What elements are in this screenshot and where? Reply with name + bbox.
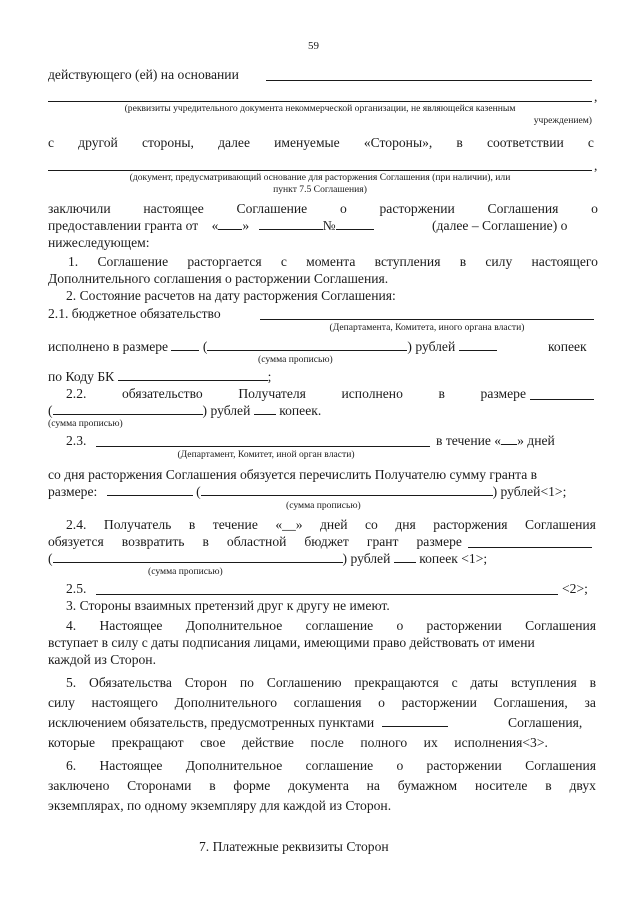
word: момента (306, 254, 356, 269)
word: о (339, 201, 347, 216)
text-line-clause-4 (66, 617, 596, 634)
word: в (202, 534, 209, 549)
word: областной (226, 534, 287, 549)
text-line-clause-2-3-end: в течение « » дней (436, 433, 555, 448)
blank-days (501, 444, 517, 445)
caption-amount-words: (сумма прописью) (148, 566, 223, 577)
text-line-clause-1-cont: Дополнительного соглашения о расторжении Соглашения. (48, 271, 389, 286)
footnote-ref-2: <2>; (562, 581, 588, 596)
text-line-clause-2-4 (66, 516, 596, 533)
blank-month-year (259, 229, 323, 230)
word: с (587, 135, 594, 150)
word: силу (48, 695, 75, 710)
word: грант (366, 534, 399, 549)
text-line-exceptions: исключением обязательств, предусмотренных пунктами (48, 714, 448, 731)
text-line-clause-5-end (48, 734, 548, 751)
word: бумажном (397, 778, 458, 793)
word: о (396, 758, 404, 773)
text-line-clause-5 (66, 674, 596, 691)
word: Соглашению (266, 675, 342, 690)
word: Дополнительное (185, 758, 283, 773)
word: 2.4. (66, 517, 87, 532)
blank-line (48, 101, 592, 102)
text-line-transfer-amount: размере: ( ) рублей<1>; (48, 484, 567, 499)
word: соглашение (305, 618, 374, 633)
section-heading-payment-details: 7. Платежные реквизиты Сторон (199, 839, 389, 854)
caption-department: (Департамента, Комитета, иного органа власти) (329, 322, 525, 333)
word: соответствии (486, 135, 564, 150)
word: их (423, 735, 438, 750)
word: форме (233, 778, 271, 793)
blank-line (48, 170, 592, 171)
word: расторжении (426, 618, 502, 633)
word: Соглашения (525, 517, 596, 532)
word: с (280, 254, 287, 269)
caption-department: (Департамент, Комитет, иной орган власти) (177, 449, 355, 460)
word: «Стороны», (363, 135, 433, 150)
word: размере (416, 534, 462, 549)
word: расторжении (379, 201, 455, 216)
word: Дополнительное (185, 618, 283, 633)
text-line-return (48, 533, 462, 550)
text-line-concluded (48, 200, 598, 217)
word: исполнения<3>. (454, 735, 548, 750)
text-line-clause-2-5: 2.5. (66, 581, 87, 596)
word: по (239, 675, 254, 690)
text-line-clause-1 (68, 253, 598, 270)
word: которые (48, 735, 96, 750)
text-line-clause-2-1: 2.1. бюджетное обязательство (48, 306, 221, 321)
word: в (459, 254, 467, 269)
text-line-transfer: со дня расторжения Соглашения обязуется перечислить Получателю сумму гранта в (48, 467, 538, 482)
blank-amount (107, 495, 193, 496)
word: другой (78, 135, 118, 150)
blank-kopecks (254, 414, 276, 415)
word: Дополнительного (174, 695, 277, 710)
blank-kopecks (459, 350, 497, 351)
caption-termination-basis: (документ, предусматривающий основание для расторжения Соглашения (при наличии), или (129, 172, 511, 183)
word: свое (200, 735, 226, 750)
blank-line (468, 547, 592, 548)
word: силу (485, 254, 513, 269)
blank-amount-words (53, 414, 203, 415)
word: Получателя (238, 386, 306, 401)
text-line-other-party (48, 134, 594, 151)
text-line-grant-date-end: (далее – Соглашение) о (432, 218, 568, 233)
text-line-clause-6 (66, 757, 596, 774)
word: дней (320, 517, 348, 532)
word: настоящего (91, 695, 158, 710)
caption-charter-document-cont: учреждением) (533, 115, 592, 126)
word: в (209, 778, 216, 793)
word: в (438, 386, 445, 401)
text-line-clause-4-end: каждой из Сторон. (48, 652, 156, 667)
blank-clauses (382, 726, 448, 727)
blank-amount-words (207, 350, 407, 351)
blank-amount-words (53, 562, 343, 563)
blank-kopecks (394, 562, 416, 563)
word: с (451, 675, 458, 690)
word: расторжении (426, 758, 502, 773)
word: возвратить (121, 534, 185, 549)
word: после (310, 735, 344, 750)
word: прекращают (111, 735, 184, 750)
word: Настоящее (99, 758, 163, 773)
text-line-return-amount: ( ) рублей копеек <1>; (48, 551, 488, 566)
word: 4. (66, 618, 77, 633)
text-line-clause-3: 3. Стороны взаимных претензий друг к другу не имеют. (66, 598, 390, 613)
blank-kbk (118, 380, 268, 381)
word: расторгается (187, 254, 262, 269)
word: «__» (275, 517, 303, 532)
word: Соглашения (525, 618, 596, 633)
text-line-executed-amount: исполнено в размере ( ) рублей (48, 338, 497, 355)
text-line-clause-6-cont (48, 777, 596, 794)
word: в (589, 675, 596, 690)
word: соглашение (305, 758, 374, 773)
word: обязательство (122, 386, 203, 401)
word: со (365, 517, 378, 532)
word: в (188, 517, 196, 532)
word: двух (569, 778, 596, 793)
word: Соглашение (236, 201, 308, 216)
word: далее (218, 135, 250, 150)
word: даты (470, 675, 499, 690)
word: Настоящее (99, 618, 163, 633)
word: Соглашение (97, 254, 169, 269)
caption-termination-basis-cont: пункт 7.5 Соглашения) (273, 184, 367, 195)
caption-amount-words: (сумма прописью) (258, 354, 333, 365)
blank-line (530, 399, 594, 400)
text-line-clause-6-end: экземплярах, по одному экземпляру для каждой из Сторон. (48, 798, 392, 813)
word: прекращаются (354, 675, 439, 690)
word: исполнено (341, 386, 403, 401)
text-agreement: Соглашения, (508, 715, 583, 730)
word: обязуется (48, 534, 104, 549)
word: именуемые (274, 135, 340, 150)
word: за (584, 695, 596, 710)
word: 5. (66, 675, 77, 690)
word: Сторон (184, 675, 228, 690)
word: вступления (374, 254, 441, 269)
text-line-clause-2-2 (66, 385, 526, 402)
blank-line (96, 446, 430, 447)
blank-day (218, 229, 242, 230)
caption-charter-document: (реквизиты учредительного документа некоммерческой организации, не являющейся казенным (124, 103, 516, 114)
word: Соглашения (525, 758, 596, 773)
word: носителе (474, 778, 528, 793)
word: 2.2. (66, 386, 87, 401)
word: настоящее (143, 201, 204, 216)
word: в (456, 135, 463, 150)
word: Соглашения (487, 201, 559, 216)
text-line-clause-2: 2. Состояние расчетов на дату расторжения Соглашения: (66, 288, 396, 303)
text-line-kbk: по Коду БК ; (48, 369, 272, 384)
blank-line (260, 319, 594, 320)
word: размере (480, 386, 526, 401)
word: вступления (510, 675, 577, 690)
line-end-comma: , (594, 158, 598, 173)
word: соглашения (293, 695, 362, 710)
word: действие (242, 735, 294, 750)
word: Обязательства (89, 675, 172, 690)
text-line-basis: действующего (ей) на основании (48, 67, 239, 82)
word: Сторонами (127, 778, 192, 793)
text-line-clause-5-cont (48, 694, 596, 711)
caption-amount-words: (сумма прописью) (48, 418, 123, 429)
page-number: 59 (308, 40, 319, 52)
word: о (396, 618, 404, 633)
word: 1. (68, 254, 79, 269)
word: документа (288, 778, 349, 793)
word: в (545, 778, 552, 793)
blank-line (266, 80, 592, 81)
word: о (591, 201, 598, 216)
word: о (378, 695, 385, 710)
text-kopecks: копеек (548, 339, 587, 354)
text-line-grant-date: предоставлении гранта от « » № (48, 217, 374, 234)
word: Получатель (103, 517, 172, 532)
word: расторжении (401, 695, 477, 710)
word: стороны, (141, 135, 194, 150)
word: заключено (48, 778, 110, 793)
text-line-clause-4-cont: вступает в силу с даты подписания лицами, имеющими право действовать от имени (48, 635, 535, 650)
word: на (366, 778, 380, 793)
text-line-clause-2-3: 2.3. (66, 433, 87, 448)
line-end-comma: , (594, 89, 598, 104)
word: заключили (48, 201, 111, 216)
word: Соглашения, (493, 695, 568, 710)
blank-amount (171, 350, 199, 351)
word: с (48, 135, 55, 150)
blank-line (96, 594, 558, 595)
blank-number (336, 229, 374, 230)
word: настоящего (531, 254, 598, 269)
word: бюджет (304, 534, 349, 549)
blank-amount-words (201, 495, 493, 496)
caption-amount-words: (сумма прописью) (286, 500, 361, 511)
text-line-recipient-amount: ( ) рублей копеек. (48, 403, 322, 418)
word: дня (395, 517, 416, 532)
word: полного (360, 735, 408, 750)
word: расторжения (433, 517, 508, 532)
word: 6. (66, 758, 77, 773)
text-line-following: нижеследующем: (48, 235, 150, 250)
word: течение (212, 517, 258, 532)
